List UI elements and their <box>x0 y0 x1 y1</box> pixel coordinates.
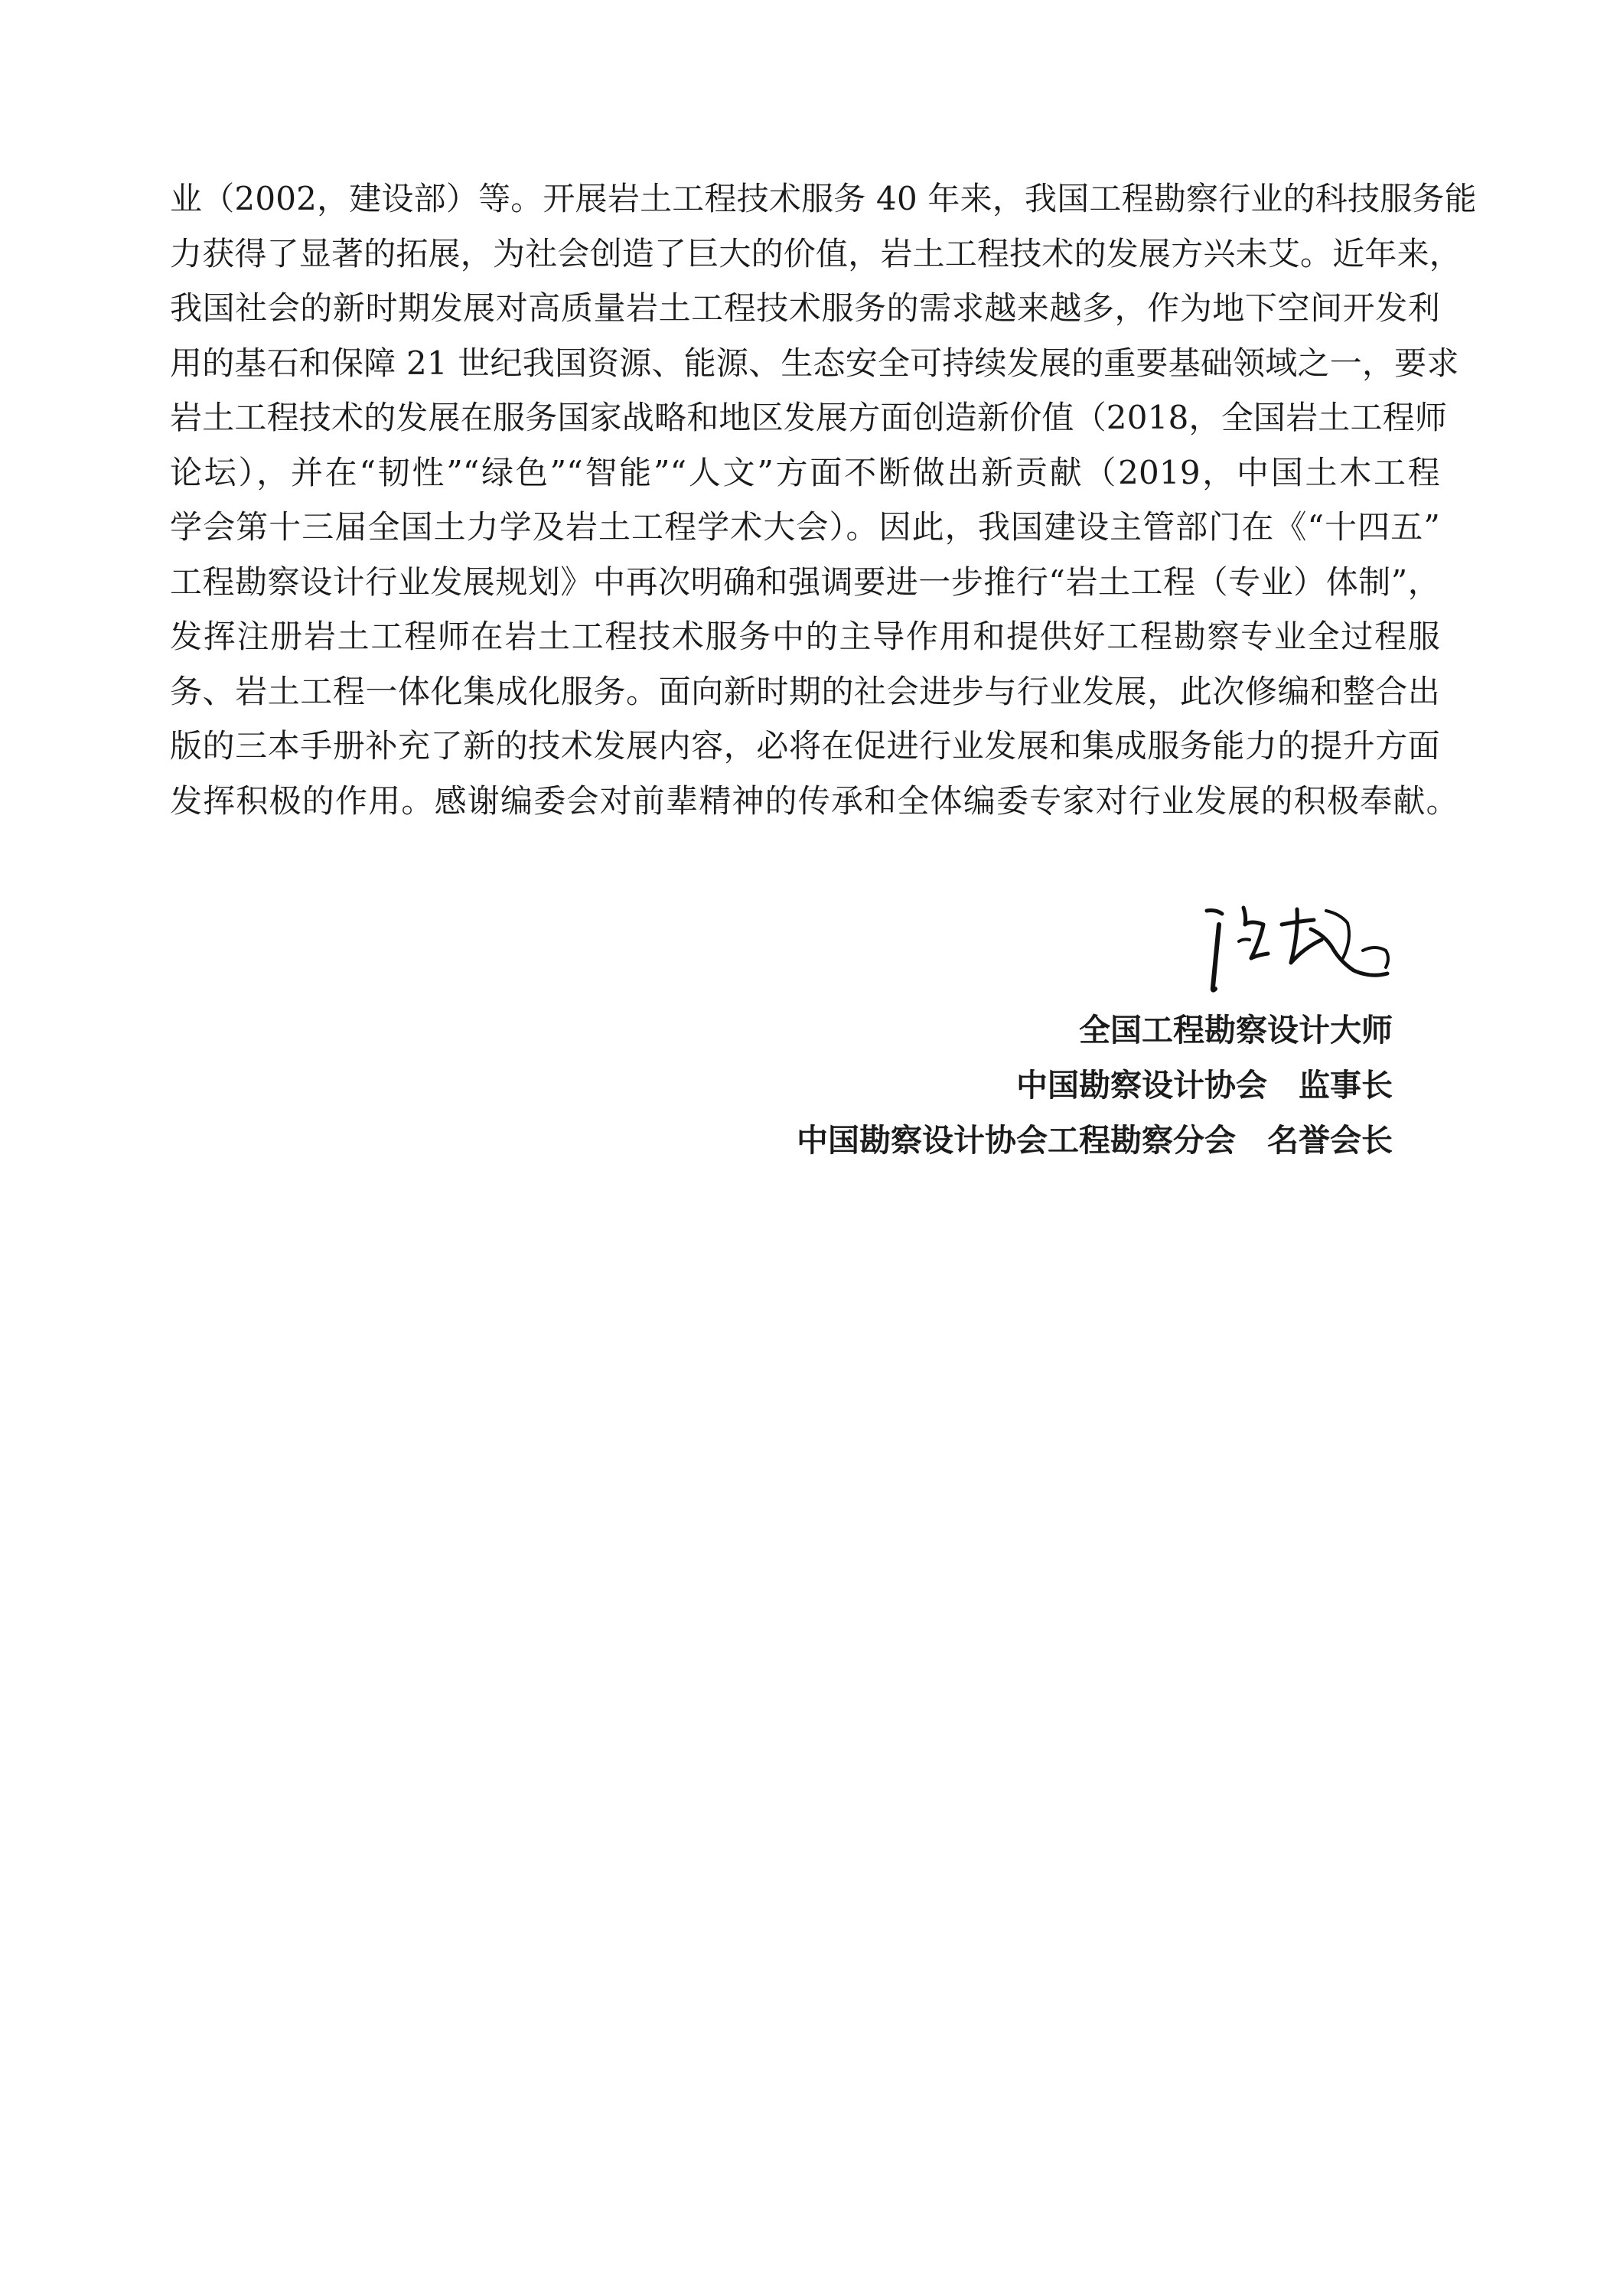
paragraph-line: 岩土工程技术的发展在服务国家战略和地区发展方面创造新价值（2018，全国岩土工程师 <box>170 399 1448 436</box>
signatory-title: 中国勘察设计协会 监事长 <box>1016 1067 1393 1104</box>
paragraph-line: 学会第十三届全国土力学及岩土工程学术大会）。因此，我国建设主管部门在《“十四五” <box>170 508 1440 546</box>
handwritten-signature <box>1190 894 1419 1001</box>
paragraph-line: 发挥注册岩土工程师在岩土工程技术服务中的主导作用和提供好工程勘察专业全过程服 <box>170 618 1440 655</box>
paragraph-line: 工程勘察设计行业发展规划》中再次明确和强调要进一步推行“岩土工程（专业）体制”， <box>170 563 1440 601</box>
signatory-title: 中国勘察设计协会工程勘察分会 名誉会长 <box>797 1122 1393 1159</box>
paragraph-line: 论坛），并在“韧性”“绿色”“智能”“人文”方面不断做出新贡献（2019，中国土木工程 <box>170 453 1440 491</box>
body-paragraph <box>170 171 1477 828</box>
paragraph-line: 务、岩土工程一体化集成化服务。面向新时期的社会进步与行业发展，此次修编和整合出 <box>170 672 1440 710</box>
signature-block <box>627 1003 1393 1168</box>
paragraph-line: 我国社会的新时期发展对高质量岩土工程技术服务的需求越来越多，作为地下空间开发利 <box>170 289 1440 327</box>
paragraph-line: 用的基石和保障 21 世纪我国资源、能源、生态安全可持续发展的重要基础领域之一，要求 <box>170 344 1459 382</box>
paragraph-line: 力获得了显著的拓展，为社会创造了巨大的价值，岩土工程技术的发展方兴未艾。近年来， <box>170 234 1462 272</box>
paragraph-line: 发挥积极的作用。感谢编委会对前辈精神的传承和全体编委专家对行业发展的积极奉献。 <box>170 781 1459 820</box>
signatory-title: 全国工程勘察设计大师 <box>1079 1012 1393 1049</box>
paragraph-line: 业（2002，建设部）等。开展岩土工程技术服务 40 年来，我国工程勘察行业的科技服务能 <box>170 180 1477 217</box>
paragraph-line: 版的三本手册补充了新的技术发展内容，必将在促进行业发展和集成服务能力的提升方面 <box>170 727 1440 765</box>
